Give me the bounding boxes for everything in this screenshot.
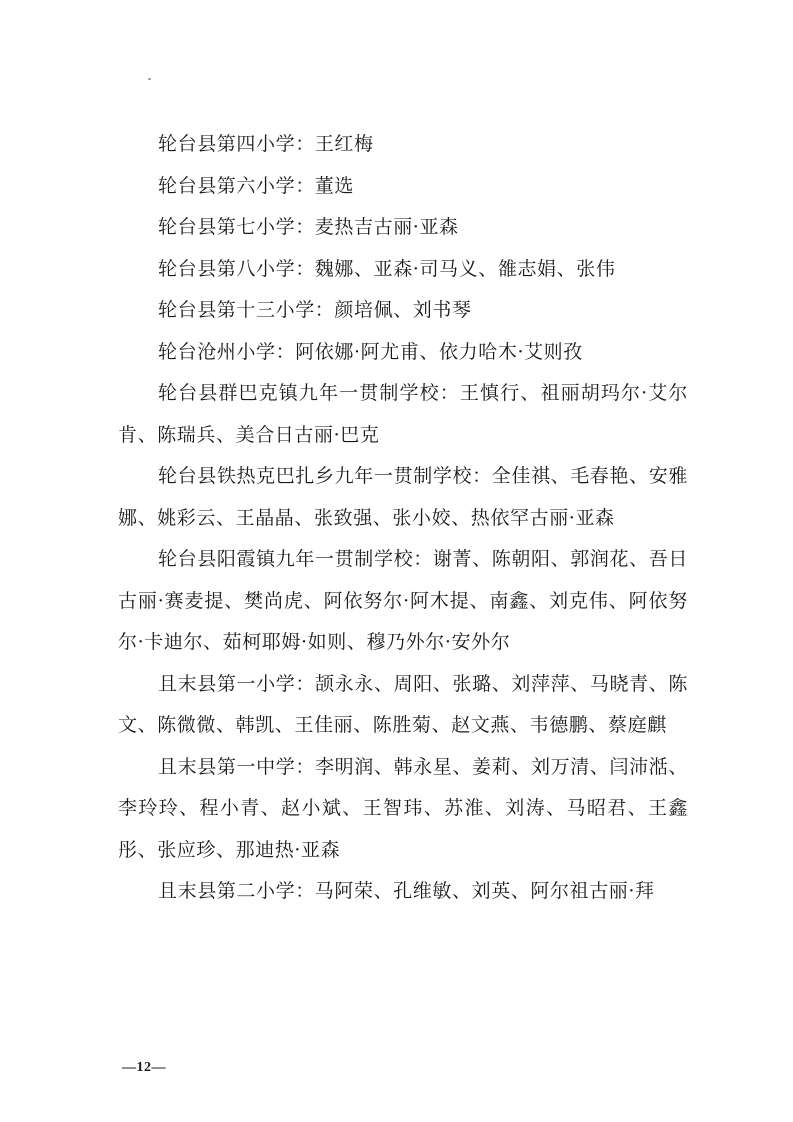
school-entry-5: 轮台县第十三小学：颜培佩、刘书琴 [158, 299, 472, 321]
school-entry-6: 轮台沧州小学：阿依娜·阿尤甫、依力哈木·艾则孜 [158, 340, 583, 363]
school-entry-7: 轮台县群巴克镇九年一贯制学校：王慎行、祖丽胡玛尔·艾尔肯、陈瑞兵、美合日古丽·巴克 [118, 382, 688, 446]
school-entry-3: 轮台县第七小学：麦热吉古丽·亚森 [158, 216, 459, 238]
school-entry-9: 轮台县阳霞镇九年一贯制学校：谢菁、陈朝阳、郭润花、吾日古丽·赛麦提、樊尚虎、阿依努尔·阿木提、南鑫、刘克伟、阿依努尔·卡迪尔、茹柯耶姆·如则、穆乃外尔·安外尔 [118, 548, 688, 653]
school-entry-2: 轮台县第六小学：董选 [158, 174, 355, 197]
school-entry-11: 且末县第一中学：李明润、韩永星、姜莉、刘万清、闫沛湉、李玲玲、程小青、赵小斌、王智玮、苏淮、刘涛、马昭君、王鑫彤、张应珍、那迪热·亚森 [118, 755, 688, 861]
school-entry-10: 且末县第一小学：颉永永、周阳、张璐、刘萍萍、马晓青、陈文、陈微微、韩凯、王佳丽、陈胜菊、赵文燕、韦德鹏、蔡庭麒 [118, 672, 688, 736]
school-entry-1: 轮台县第四小学：王红梅 [158, 133, 374, 155]
scan-speck [148, 78, 151, 80]
school-entry-8: 轮台县铁热克巴扎乡九年一贯制学校：全佳祺、毛春艳、安雅娜、姚彩云、王晶晶、张致强、张小姣、热依罕古丽·亚森 [118, 465, 688, 529]
document-body [118, 124, 688, 913]
school-entry-12: 且末县第二小学：马阿荣、孔维敏、刘英、阿尔祖古丽·拜 [158, 880, 655, 902]
school-entry-4: 轮台县第八小学：魏娜、亚森·司马义、雒志娟、张伟 [158, 257, 616, 280]
page-number: —12— [122, 1060, 166, 1075]
